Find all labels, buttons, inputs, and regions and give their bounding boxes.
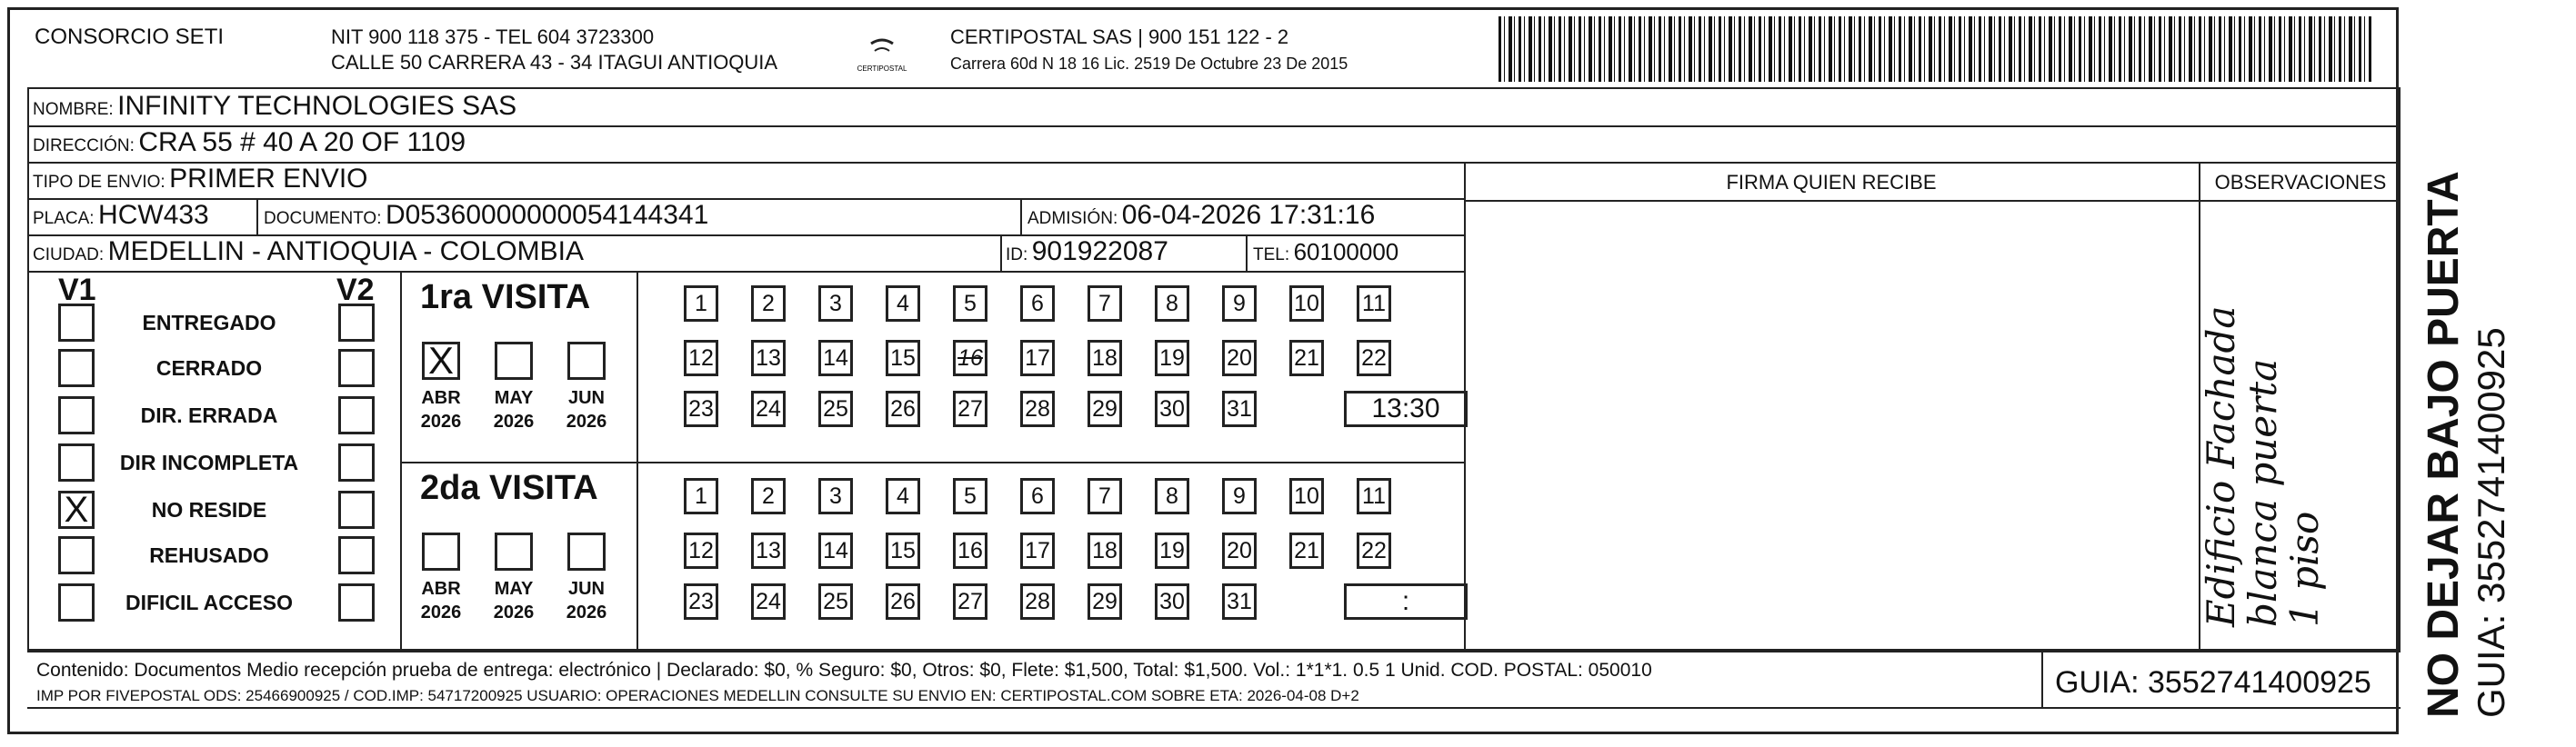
observaciones-line-3: 1 piso <box>2282 511 2327 627</box>
observaciones-line-2: blanca puerta <box>2240 358 2285 627</box>
admision-label: ADMISIÓN: <box>1027 209 1118 228</box>
placa-label: PLACA: <box>33 209 95 228</box>
ciudad-row <box>33 236 584 267</box>
status-option-label: CERRADO <box>155 356 263 380</box>
tel-row <box>1253 238 1398 266</box>
logo-text: CERTIPOSTAL <box>857 65 907 73</box>
day-box[interactable]: 14 <box>818 533 853 569</box>
day-box[interactable]: 9 <box>1222 478 1257 514</box>
day-box[interactable]: 22 <box>1357 340 1391 376</box>
day-box[interactable]: 29 <box>1088 583 1122 620</box>
admision-row <box>1027 200 1375 231</box>
direccion-label: DIRECCIÓN: <box>33 136 135 155</box>
imp-text: IMP POR FIVEPOSTAL ODS: 25466900925 / COD.IMP: 54717200925 USUARIO: OPERACIONES MEDELLIN CONSULTE SU ENVIO EN: CERTIPOSTAL.COM SOBRE ETA: 2026-04-08 D+2 <box>36 687 1359 704</box>
status-option-label: DIR. ERRADA <box>140 403 278 427</box>
v2-checkbox[interactable] <box>338 396 375 434</box>
day-box[interactable]: 6 <box>1020 285 1055 322</box>
month-year: 2026 <box>566 603 607 622</box>
status-option-label: NO RESIDE <box>151 498 267 522</box>
day-box[interactable]: 3 <box>818 478 853 514</box>
observaciones-line-1: Edificio Fachada <box>2199 305 2243 627</box>
v2-checkbox[interactable] <box>338 349 375 387</box>
month-year: 2026 <box>493 603 535 622</box>
day-box[interactable]: 3 <box>818 285 853 322</box>
month-label: ABR <box>421 579 461 599</box>
month-checkbox[interactable] <box>422 533 460 571</box>
documento-label: DOCUMENTO: <box>264 209 382 228</box>
documento-row <box>264 200 708 231</box>
nombre-value: INFINITY TECHNOLOGIES SAS <box>117 91 517 121</box>
v2-label: V2 <box>336 273 375 307</box>
tipo-row <box>33 164 368 194</box>
side-panel <box>2419 100 2513 718</box>
day-box[interactable]: 24 <box>751 583 786 620</box>
month-label: JUN <box>567 579 605 599</box>
status-option-label: DIFICIL ACCESO <box>125 591 293 614</box>
day-box[interactable]: 16 <box>953 340 987 376</box>
day-box[interactable]: 12 <box>684 340 718 376</box>
certipostal-license: Carrera 60d N 18 16 Lic. 2519 De Octubre 23 De 2015 <box>950 55 1348 73</box>
day-box[interactable]: 17 <box>1020 340 1055 376</box>
day-box[interactable]: 13 <box>751 340 786 376</box>
time-box[interactable]: 13:30 <box>1344 391 1468 427</box>
footer-guia: GUIA: 3552741400925 <box>2055 665 2371 700</box>
day-box[interactable]: 23 <box>684 391 718 427</box>
v1-checkbox[interactable] <box>58 583 95 622</box>
day-box[interactable]: 21 <box>1289 533 1324 569</box>
day-box[interactable]: 23 <box>684 583 718 620</box>
day-box[interactable]: 13 <box>751 533 786 569</box>
ciudad-value: MEDELLIN - ANTIOQUIA - COLOMBIA <box>107 236 585 266</box>
day-box[interactable]: 16 <box>953 533 987 569</box>
id-row <box>1006 236 1168 267</box>
day-box[interactable]: 19 <box>1155 340 1189 376</box>
barcode <box>1498 16 2371 82</box>
company-nit: NIT 900 118 375 - TEL 604 3723300 <box>331 25 655 48</box>
direccion-value: CRA 55 # 40 A 20 OF 1109 <box>138 127 466 157</box>
day-box[interactable]: 18 <box>1088 533 1122 569</box>
day-box[interactable]: 21 <box>1289 340 1324 376</box>
status-option-label: DIR INCOMPLETA <box>119 451 299 474</box>
month-year: 2026 <box>420 603 462 622</box>
month-checkbox[interactable] <box>495 533 533 571</box>
day-box[interactable]: 4 <box>886 285 920 322</box>
time-box[interactable]: : <box>1344 583 1468 620</box>
day-box[interactable]: 2 <box>751 285 786 322</box>
day-box[interactable]: 31 <box>1222 583 1257 620</box>
tipo-label: TIPO DE ENVIO: <box>33 173 165 192</box>
v1-checkbox[interactable] <box>58 443 95 482</box>
status-option-label: ENTREGADO <box>142 311 276 334</box>
day-box[interactable]: 15 <box>886 533 920 569</box>
day-box[interactable]: 25 <box>818 583 853 620</box>
v1-checkbox[interactable] <box>58 304 95 342</box>
certipostal-logo <box>855 35 909 75</box>
tel-label: TEL: <box>1253 245 1290 264</box>
day-box[interactable]: 10 <box>1289 478 1324 514</box>
month-year: 2026 <box>420 412 462 432</box>
side-line-1: NO DEJAR BAJO PUERTA <box>2420 171 2468 718</box>
day-box[interactable]: 1 <box>684 285 718 322</box>
day-box[interactable]: 7 <box>1088 285 1122 322</box>
day-box[interactable]: 11 <box>1357 285 1391 322</box>
day-box[interactable]: 26 <box>886 583 920 620</box>
day-box[interactable]: 5 <box>953 478 987 514</box>
observaciones-handwriting <box>2200 154 2326 627</box>
nombre-label: NOMBRE: <box>33 100 114 119</box>
day-box[interactable]: 29 <box>1088 391 1122 427</box>
day-box[interactable]: 24 <box>751 391 786 427</box>
day-box[interactable]: 17 <box>1020 533 1055 569</box>
tipo-value: PRIMER ENVIO <box>169 164 368 194</box>
v2-checkbox[interactable] <box>338 491 375 529</box>
nombre-row <box>33 91 516 122</box>
day-box[interactable]: 2 <box>751 478 786 514</box>
day-box[interactable]: 20 <box>1222 340 1257 376</box>
month-label: ABR <box>421 388 461 408</box>
observaciones-label: OBSERVACIONES <box>2214 171 2387 194</box>
v1-checkbox[interactable]: X <box>58 491 95 529</box>
visit2-title: 2da VISITA <box>420 469 598 507</box>
day-box[interactable]: 8 <box>1155 285 1189 322</box>
v1-checkbox[interactable] <box>58 396 95 434</box>
day-box[interactable]: 22 <box>1357 533 1391 569</box>
company-name: CONSORCIO SETI <box>35 25 225 49</box>
day-box[interactable]: 11 <box>1357 478 1391 514</box>
day-box[interactable]: 6 <box>1020 478 1055 514</box>
month-checkbox[interactable]: X <box>422 342 460 380</box>
v2-checkbox[interactable] <box>338 443 375 482</box>
day-box[interactable]: 1 <box>684 478 718 514</box>
day-box[interactable]: 12 <box>684 533 718 569</box>
day-box[interactable]: 9 <box>1222 285 1257 322</box>
day-box[interactable]: 28 <box>1020 583 1055 620</box>
month-label: MAY <box>494 579 534 599</box>
day-box[interactable]: 4 <box>886 478 920 514</box>
day-box[interactable]: 28 <box>1020 391 1055 427</box>
day-box[interactable]: 8 <box>1155 478 1189 514</box>
v2-checkbox[interactable] <box>338 536 375 574</box>
direccion-row <box>33 127 466 158</box>
day-box[interactable]: 5 <box>953 285 987 322</box>
v1-checkbox[interactable] <box>58 536 95 574</box>
month-year: 2026 <box>566 412 607 432</box>
day-box[interactable]: 25 <box>818 391 853 427</box>
month-year: 2026 <box>493 412 535 432</box>
ciudad-label: CIUDAD: <box>33 245 105 264</box>
month-label: MAY <box>494 388 534 408</box>
company-address: CALLE 50 CARRERA 43 - 34 ITAGUI ANTIOQUIA <box>331 51 778 74</box>
status-option-label: REHUSADO <box>149 543 269 567</box>
day-box[interactable]: 19 <box>1155 533 1189 569</box>
day-box[interactable]: 27 <box>953 391 987 427</box>
day-box[interactable]: 7 <box>1088 478 1122 514</box>
day-box[interactable]: 31 <box>1222 391 1257 427</box>
v1-checkbox[interactable] <box>58 349 95 387</box>
day-box[interactable]: 15 <box>886 340 920 376</box>
day-box[interactable]: 18 <box>1088 340 1122 376</box>
month-checkbox[interactable] <box>567 533 606 571</box>
side-line-2: GUIA: 3552741400925 <box>2470 327 2512 718</box>
day-box[interactable]: 20 <box>1222 533 1257 569</box>
placa-value: HCW433 <box>98 200 209 230</box>
v1-label: V1 <box>58 273 96 307</box>
v2-checkbox[interactable] <box>338 583 375 622</box>
admision-value: 06-04-2026 17:31:16 <box>1121 200 1376 230</box>
day-box[interactable]: 26 <box>886 391 920 427</box>
tel-value: 60100000 <box>1293 238 1399 265</box>
day-box[interactable]: 30 <box>1155 583 1189 620</box>
id-value: 901922087 <box>1031 236 1168 266</box>
contenido-text: Contenido: Documentos Medio recepción prueba de entrega: electrónico | Declarado: $0, % Seguro: $0, Otros: $0, Flete: $1,500, Total: $1,500. Vol.: 1*1*1. 0.5 1 Unid. COD. POSTAL: 050010 <box>36 660 1652 681</box>
month-checkbox[interactable] <box>567 342 606 380</box>
documento-value: D05360000000054144341 <box>385 200 709 230</box>
placa-row <box>33 200 209 231</box>
month-label: JUN <box>567 388 605 408</box>
month-checkbox[interactable] <box>495 342 533 380</box>
day-box[interactable]: 10 <box>1289 285 1324 322</box>
day-box[interactable]: 14 <box>818 340 853 376</box>
day-box[interactable]: 30 <box>1155 391 1189 427</box>
visit1-title: 1ra VISITA <box>420 278 591 316</box>
firma-label: FIRMA QUIEN RECIBE <box>1726 171 1937 194</box>
day-box[interactable]: 27 <box>953 583 987 620</box>
certipostal-info: CERTIPOSTAL SAS | 900 151 122 - 2 <box>950 25 1289 48</box>
id-label: ID: <box>1006 245 1028 264</box>
v2-checkbox[interactable] <box>338 304 375 342</box>
